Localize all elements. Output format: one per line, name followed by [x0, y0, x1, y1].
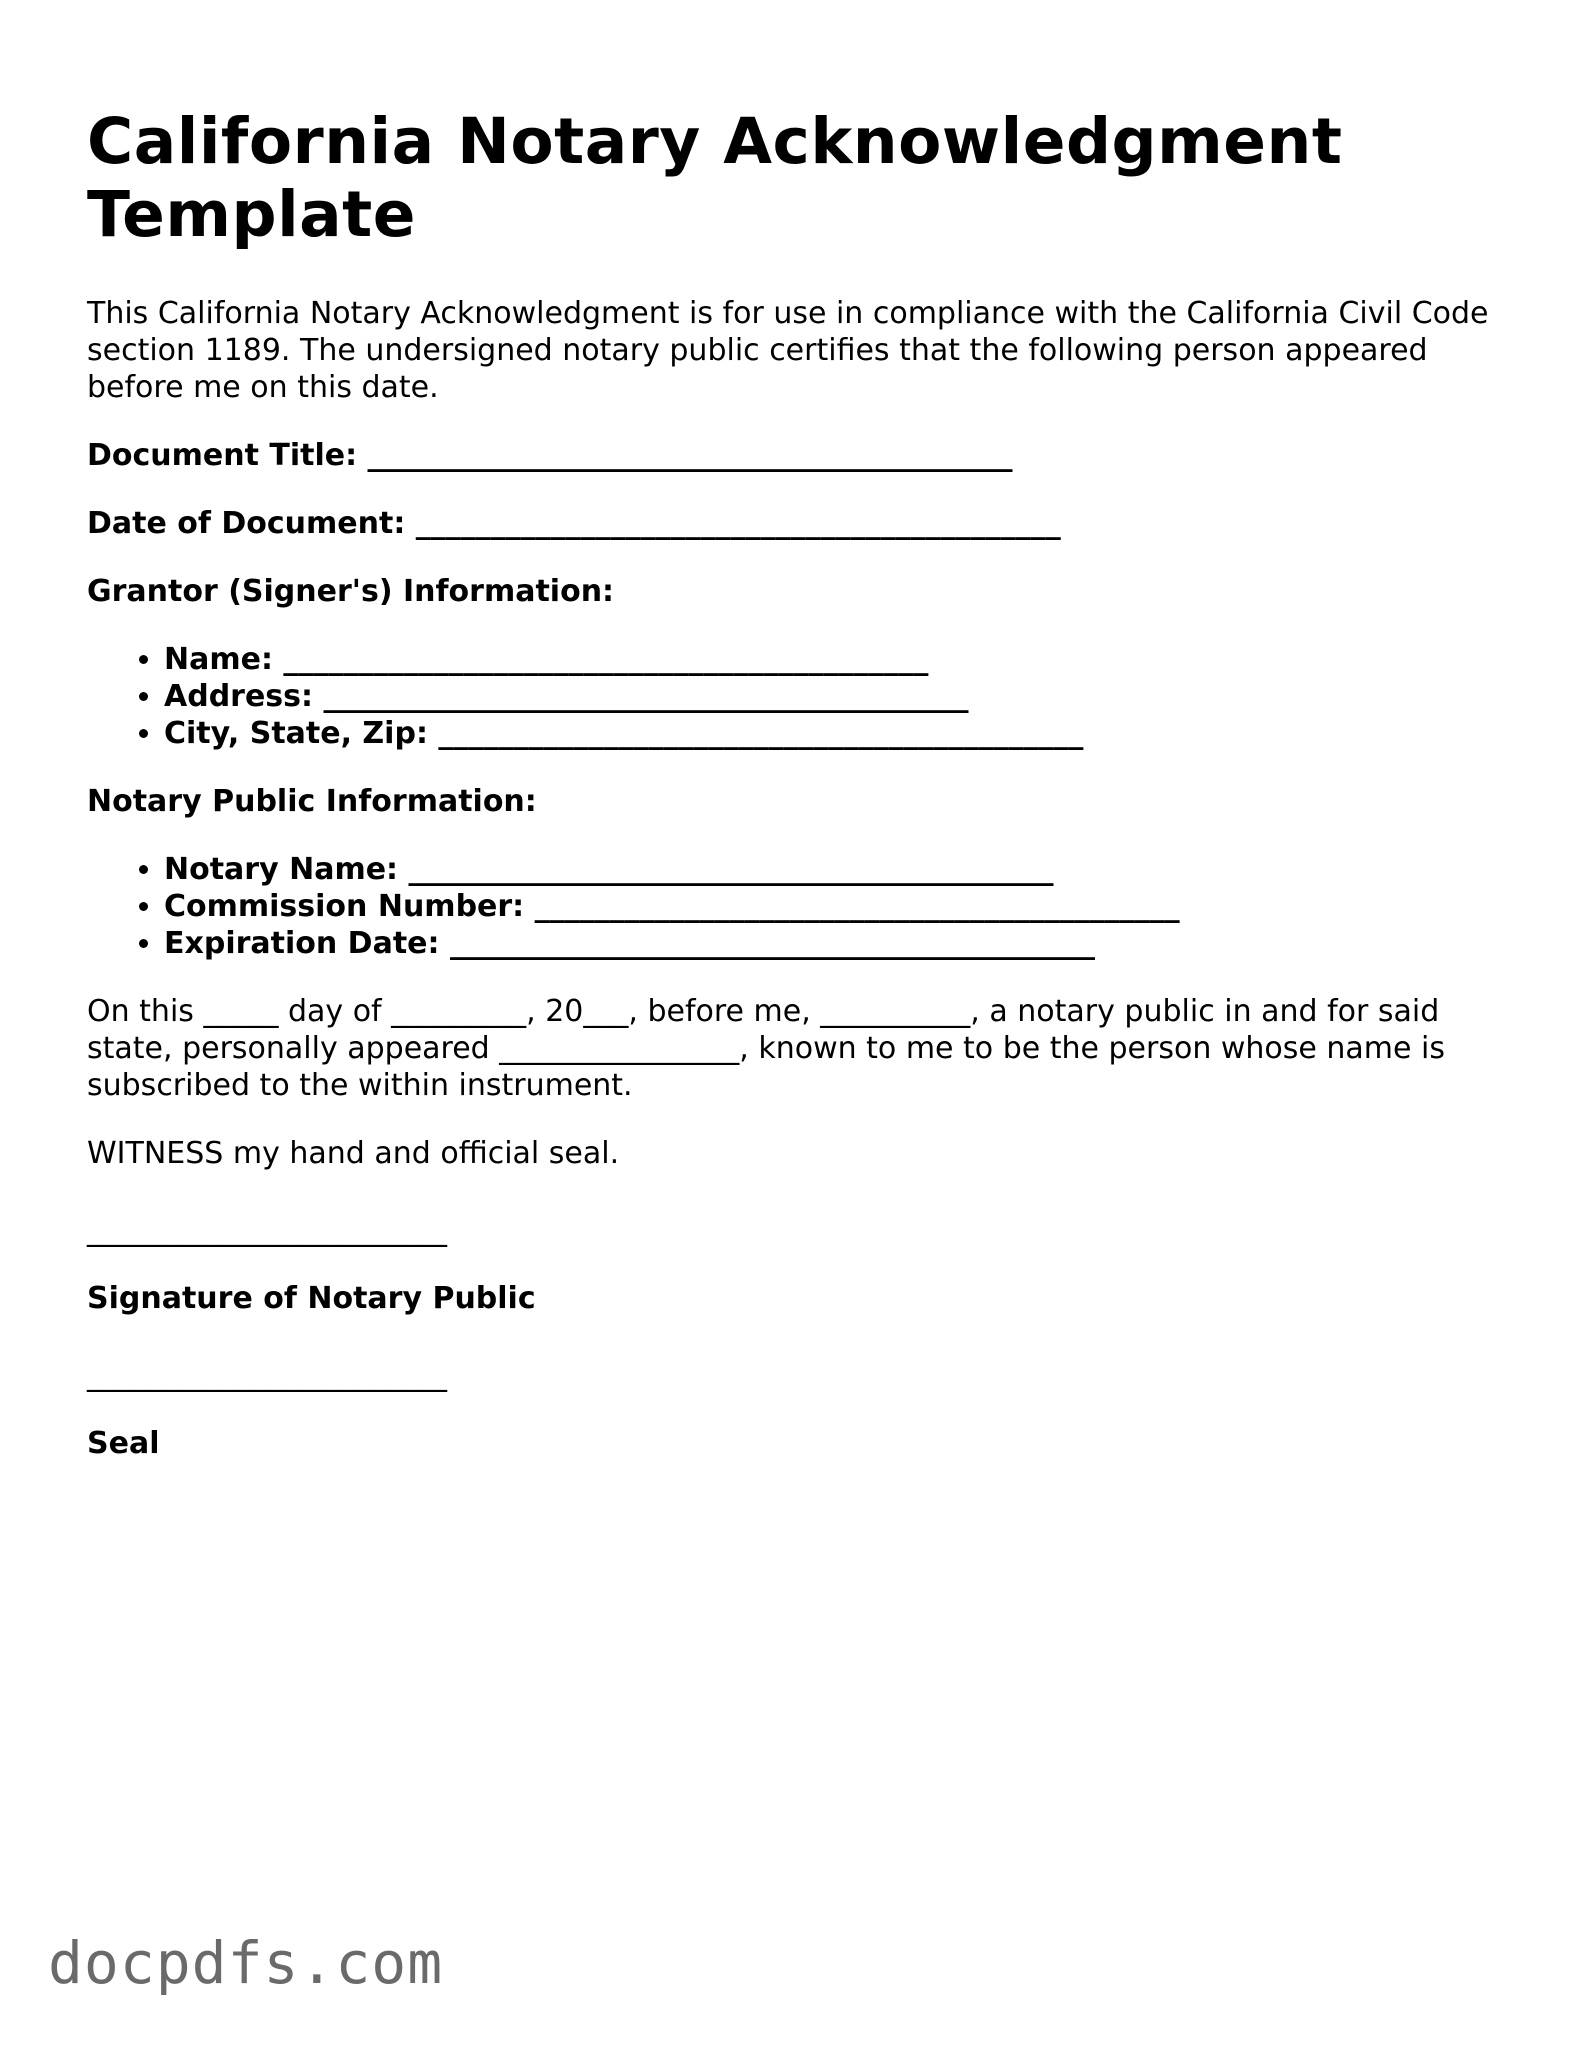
acknowledgment-paragraph: On this _____ day of _________, 20___, before me, __________, a notary public in and for said state, personally appeared ________________, known to me to be the person whose name is subscribed to the within instrument. — [87, 994, 1445, 1103]
notary-name-field: • Notary Name: ___________________________________________ — [164, 851, 1507, 888]
grantor-list — [87, 641, 1507, 752]
signature-line: ________________________ — [87, 1213, 447, 1248]
seal-label: Seal — [87, 1426, 160, 1461]
page-title: California Notary Acknowledgment Template — [87, 105, 1343, 251]
grantor-heading: Grantor (Signer's) Information: — [87, 574, 615, 609]
grantor-city-state-zip-field: • City, State, Zip: ___________________________________________ — [164, 715, 1507, 752]
notary-heading: Notary Public Information: — [87, 784, 537, 819]
document-page — [87, 105, 1507, 1462]
grantor-name-field: • Name: ___________________________________________ — [164, 641, 1507, 678]
signature-label: Signature of Notary Public — [87, 1281, 536, 1316]
intro-paragraph: This California Notary Acknowledgment is for use in compliance with the California Civil Code section 1189. The undersigned notary public certifies that the following person appeared before me on this date. — [87, 296, 1489, 405]
commission-number-field: • Commission Number: ___________________________________________ — [164, 888, 1507, 925]
notary-list — [87, 851, 1507, 962]
grantor-address-field: • Address: ___________________________________________ — [164, 678, 1507, 715]
document-title-field: Document Title: ___________________________________________ — [87, 438, 1013, 473]
date-of-document-field: Date of Document: ___________________________________________ — [87, 506, 1061, 541]
seal-line: ________________________ — [87, 1358, 447, 1393]
watermark-text: docpdfs.com — [48, 1929, 444, 1997]
expiration-date-field: • Expiration Date: ___________________________________________ — [164, 925, 1507, 962]
witness-statement: WITNESS my hand and official seal. — [87, 1136, 620, 1171]
